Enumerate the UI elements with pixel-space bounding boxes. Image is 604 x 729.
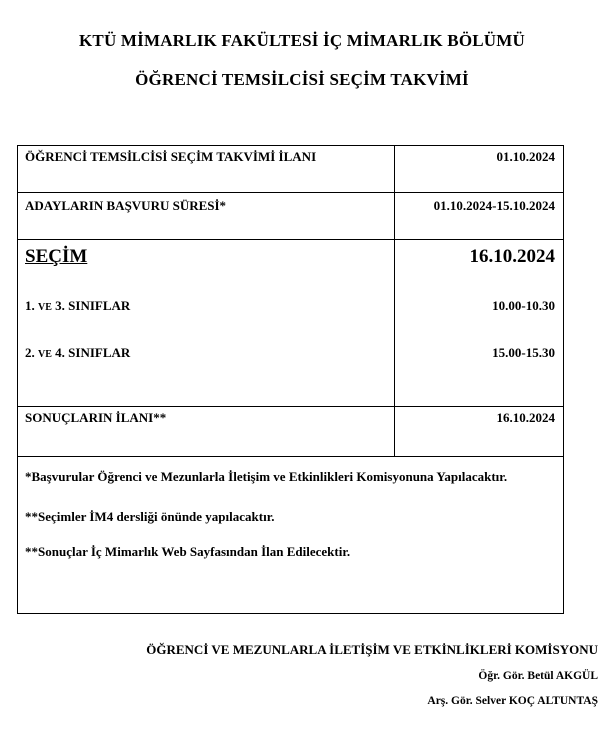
- group2-label: 2. VE 4. SINIFLAR: [25, 345, 131, 360]
- document-subtitle: ÖĞRENCİ TEMSİLCİSİ SEÇİM TAKVİMİ: [135, 70, 469, 89]
- group1-time: 10.00-10.30: [492, 298, 555, 313]
- note-applications: *Başvurular Öğrenci ve Mezunlarla İletişim ve Etkinlikleri Komisyonuna Yapılacaktır.: [25, 469, 508, 484]
- group1-label: 1. VE 3. SINIFLAR: [25, 298, 131, 313]
- election-time-cell: [395, 240, 564, 407]
- note-results-announcement: **Sonuçlar İç Mimarlık Web Sayfasından İlan Edilecektir.: [25, 544, 351, 559]
- group2-time: 15.00-15.30: [492, 345, 555, 360]
- table-row: [18, 240, 564, 407]
- results-date: 16.10.2024: [496, 410, 555, 425]
- election-schedule-table: [17, 145, 564, 614]
- note-election-location: **Seçimler İM4 dersliği önünde yapılacaktır.: [25, 509, 275, 524]
- table-row: [18, 193, 564, 240]
- results-label: SONUÇLARIN İLANI**: [25, 410, 167, 425]
- announcement-label: ÖĞRENCİ TEMSİLCİSİ SEÇİM TAKVİMİ İLANI: [25, 149, 317, 164]
- committee-member-1: Öğr. Gör. Betül AKGÜL: [478, 670, 598, 682]
- announcement-cell: [18, 146, 395, 193]
- committee-member-2: Arş. Gör. Selver KOÇ ALTUNTAŞ: [427, 695, 598, 707]
- committee-name: ÖĞRENCİ VE MEZUNLARLA İLETİŞİM VE ETKİNLİKLERİ KOMİSYONU: [146, 642, 598, 657]
- notes-block: [18, 457, 563, 561]
- application-label: ADAYLARIN BAŞVURU SÜRESİ*: [25, 198, 227, 213]
- announcement-date-cell: [395, 146, 564, 193]
- table-row: [18, 407, 564, 457]
- table-row: [18, 146, 564, 193]
- election-label: SEÇİM: [25, 246, 88, 267]
- election-cell: [18, 240, 395, 407]
- notes-cell: [18, 457, 564, 614]
- document-title: KTÜ MİMARLIK FAKÜLTESİ İÇ MİMARLIK BÖLÜMÜ: [79, 31, 525, 50]
- results-cell: [18, 407, 395, 457]
- announcement-date: 01.10.2024: [496, 149, 555, 164]
- application-cell: [18, 193, 395, 240]
- application-period: 01.10.2024-15.10.2024: [433, 198, 555, 213]
- results-date-cell: [395, 407, 564, 457]
- application-period-cell: [395, 193, 564, 240]
- election-date: 16.10.2024: [469, 246, 555, 267]
- table-row: [18, 457, 564, 614]
